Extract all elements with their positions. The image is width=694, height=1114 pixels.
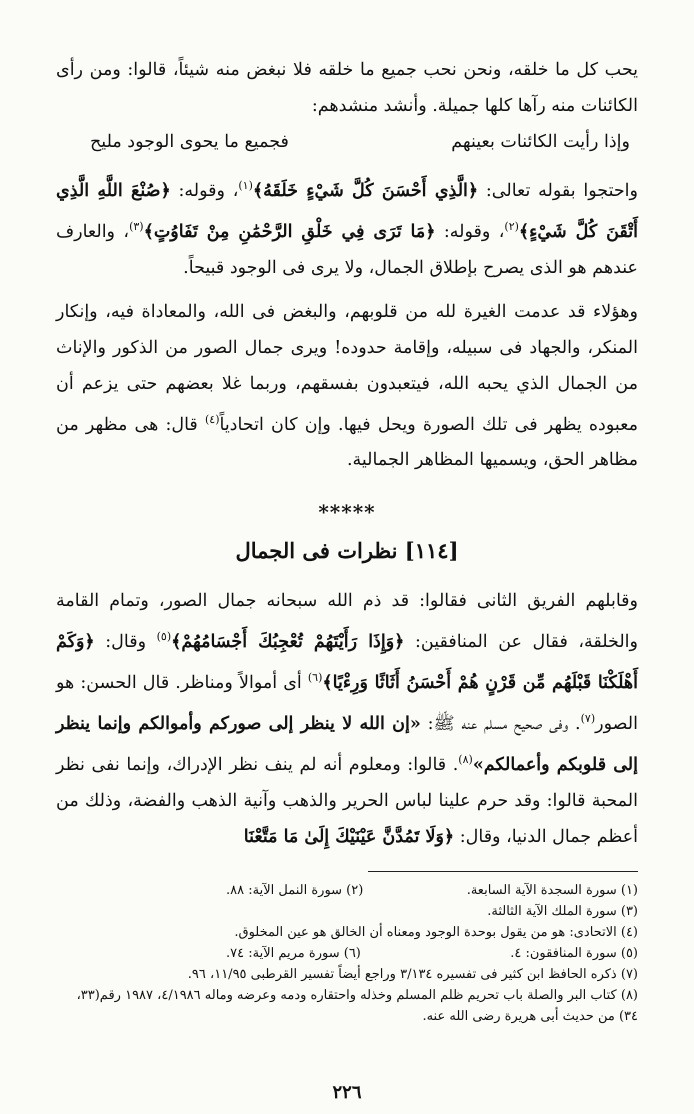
footnote-ref: (٤) [204,412,220,426]
quran-verse: ﴿وَلَا تَمُدَّنَّ عَيْنَيْكَ إِلَىٰ مَا مَتَّعْنَا [243,826,455,847]
footnote-4: (٤) الاتحادى: هو من يقول بوحدة الوجود ومعناه أن الخالق هو عين المخلوق. [234,924,638,940]
footnote-ref: (٥) [156,630,172,644]
footnote-divider [368,871,638,872]
quran-verse: ﴿الَّذِي أَحْسَنَ كُلَّ شَيْءٍ خَلَقَهُ﴾ [252,180,479,201]
footnote-ref: (١) [238,179,253,192]
paragraph-critique [56,294,638,479]
page-number: ٢٢٦ [332,1082,362,1103]
hadith-quote: «إن الله لا ينظر إلى صوركم وأموالكم وإنما ينظر إلى قلوبكم وأعمالكم» [56,713,638,775]
footnote-7: (٧) ذكره الحافظ ابن كثير فى تفسيره ٣/١٣٤ وراجع أيضاً تفسير القرطبى ١١/٩٥، ٩٦. [187,966,638,982]
footnote-ref: (٨) [458,752,473,766]
footnote-ref: (٣) [129,219,144,233]
footnote-6: (٦) سورة مريم الآية: ٧٤. [226,945,361,961]
text-run: وهؤلاء قد عدمت الغيرة لله من قلوبهم، والبغض فى الله، والمعاداة فيه، وإنكار المنكر، والجهاد فى سبيله، وإقامة حدوده! ويرى جمال الصور من الذكور والإناث من الجمال الذي يحبه الله، فيتعبدون بفسقهم، وربما غلا بعضهم حتى يزعم أن معبوده يظهر فى تلك الصورة ويحل فيها. وإن كان اتحادياً [56,301,638,435]
poem-verse [56,124,638,160]
text-run: . وفى صحيح مسلم عنه ﷺ: [420,713,581,734]
text-run: وقال: [94,632,157,653]
quran-verse: ﴿وَكَمْ أَهْلَكْنَا قَبْلَهُم مِّن قَرْنٍ هُمْ أَحْسَنُ أَثَاثًا وَرِءْيًا﴾ [56,632,638,694]
footnote-2: (٢) سورة النمل الآية: ٨٨. [226,882,364,898]
verse-second-hemistich: فجميع ما يحوى الوجود مليح [90,132,289,152]
footnote-3: (٣) سورة الملك الآية الثالثة. [487,903,638,919]
footnote-5: (٥) سورة المنافقون: ٤. [510,945,638,961]
text-run: وقابلهم الفريق الثانى فقالوا: قد ذم الله سبحانه جمال الصور، وتمام القامة والخلقة، فقال عن المنافقين: [56,591,638,653]
text-run: أى أموالاً ومناظر. قال الحسن: هو الصور [56,673,638,734]
footnote-row [56,943,638,964]
paragraph-quranic-evidence [56,168,638,286]
paragraph-second-group [56,583,638,854]
text-run: ، والعارف عندهم هو الذى يصرح بإطلاق الجمال، ولا يرى فى الوجود قبيحاً. [56,221,638,278]
footnote-ref: (٦) [307,671,323,685]
footnote-ref: (٧) [580,712,596,726]
verse-first-hemistich: وإذا رأيت الكائنات بعينهم [451,132,630,152]
paragraph-intro: يحب كل ما خلقه، ونحن نحب جميع ما خلقه فلا نبغض منه شيئاً، قالوا: ومن رأى الكائنات منه رآها كلها جميلة. وأنشد منشدهم: [56,60,638,116]
section-heading: [١١٤] نظرات فى الجمال [235,538,459,564]
text-run: ، وقوله: [170,180,239,201]
text-run: قال: هى مظهر من مظاهر الحق، ويسميها المظاهر الجمالية. [56,414,638,471]
text-run: . قالوا: ومعلوم أنه لم ينف نظر الإدراك، وإنما نفى نظر المحبة قالوا: وقد حرم علينا لباس الحرير والذهب وآنية الذهب والفضة، وذلك من أعظم جمال الدنيا، وقال: [56,754,638,847]
quran-verse: ﴿وَإِذَا رَأَيْتَهُمْ تُعْجِبُكَ أَجْسَامُهُمْ﴾ [171,632,405,653]
quran-verse: ﴿مَا تَرَى فِي خَلْقِ الرَّحْمَٰنِ مِنْ تَفَاوُتٍ﴾ [143,221,436,242]
footnote-ref: (٢) [504,219,519,233]
text-run: ، وقوله: [435,221,505,242]
footnote-1: (١) سورة السجدة الآية السابعة. [466,882,638,898]
section-separator: ***** [318,500,376,525]
footnote-row [56,880,638,901]
footnote-8: (٨) كتاب البر والصلة باب تحريم ظلم المسلم وخذله واحتقاره ودمه وعرضه وماله ٤/١٩٨٦، ١٩٨٧ رقم(٣٣، ٣٤) من حديث أبى هريرة رضى الله عنه. [76,987,638,1024]
quran-verse: ﴿صُنْعَ اللَّهِ الَّذِي أَتْقَنَ كُلَّ شَيْءٍ﴾ [56,180,638,242]
text-run: واحتجوا بقوله تعالى: [478,180,638,201]
